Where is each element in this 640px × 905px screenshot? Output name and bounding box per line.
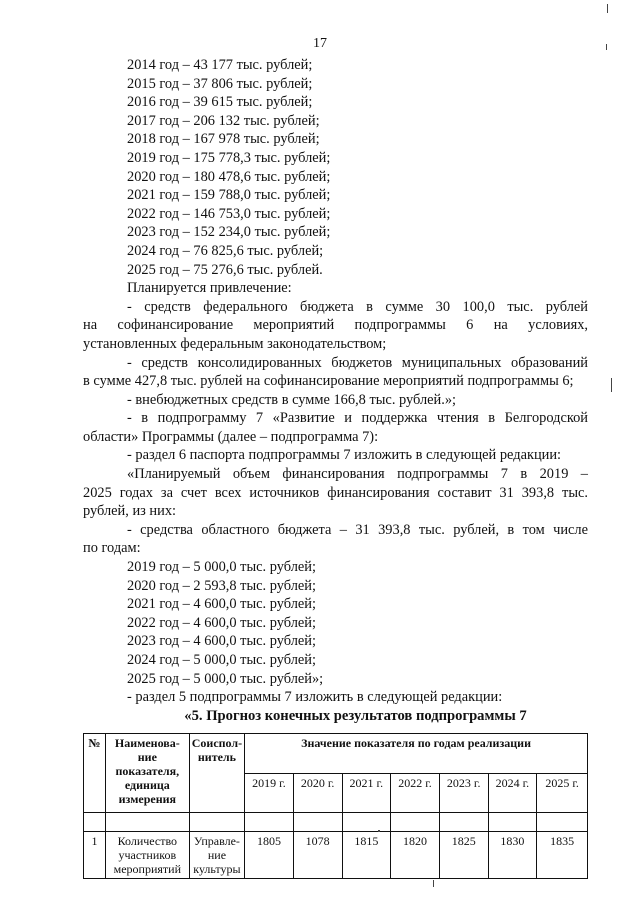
year-header: 2024 г. bbox=[488, 773, 537, 813]
row-name: Количество участников мероприятий bbox=[105, 832, 189, 879]
row-executor: Управле-ние культуры bbox=[189, 832, 244, 879]
scan-mark bbox=[611, 378, 612, 392]
extrabudget-line: - внебюджетных средств в сумме 166,8 тыс. рублей.»; bbox=[127, 391, 457, 408]
year-header: 2023 г. bbox=[439, 773, 488, 813]
row-value: 1825 bbox=[439, 832, 488, 879]
year-line: 2019 год – 175 778,3 тыс. рублей; bbox=[127, 149, 331, 166]
results-table bbox=[83, 733, 588, 879]
volume-line: «Планируемый объем финансирования подпрограммы 7 в 2019 – bbox=[127, 466, 588, 483]
regional-funds-line: по годам: bbox=[83, 540, 141, 557]
table-header-row bbox=[84, 734, 588, 774]
volume-line: 2025 годах за счет всех источников финансирования составит 31 393,8 тыс. bbox=[83, 484, 588, 501]
document-body bbox=[83, 56, 588, 879]
plan-paragraph: Планируется привлечение: bbox=[127, 280, 292, 297]
row-value: 1078 bbox=[293, 832, 342, 879]
year-line: 2023 год – 4 600,0 тыс. рублей; bbox=[127, 633, 316, 650]
year-list-regional bbox=[83, 558, 588, 688]
section6-line: - раздел 6 паспорта подпрограммы 7 изложить в следующей редакции: bbox=[127, 447, 562, 464]
year-line: 2020 год – 180 478,6 тыс. рублей; bbox=[127, 168, 331, 185]
consolidated-funds-line: в сумме 427,8 тыс. рублей на софинансирование мероприятий подпрограммы 6; bbox=[83, 373, 574, 390]
year-line: 2022 год – 4 600,0 тыс. рублей; bbox=[127, 614, 316, 631]
col-name-header: Наименова-ние показателя, единица измерения bbox=[105, 734, 189, 813]
consolidated-funds-line: - средств консолидированных бюджетов муниципальных образований bbox=[127, 354, 588, 371]
year-line: 2014 год – 43 177 тыс. рублей; bbox=[127, 57, 313, 73]
scan-mark bbox=[606, 44, 607, 50]
year-header: 2021 г. bbox=[342, 773, 391, 813]
federal-funds-line: на софинансирование мероприятий подпрограммы 6 на условиях, bbox=[83, 317, 588, 334]
year-line: 2025 год – 75 276,6 тыс. рублей. bbox=[127, 261, 323, 278]
year-line: 2018 год – 167 978 тыс. рублей; bbox=[127, 131, 320, 148]
year-line: 2024 год – 5 000,0 тыс. рублей; bbox=[127, 652, 316, 668]
year-header: 2020 г. bbox=[293, 773, 342, 813]
col-executor-header: Соиспол-нитель bbox=[189, 734, 244, 813]
year-line: 2025 год – 5 000,0 тыс. рублей»; bbox=[127, 670, 324, 687]
year-line: 2023 год – 152 234,0 тыс. рублей; bbox=[127, 224, 331, 241]
row-value: 1820 bbox=[391, 832, 440, 879]
regional-funds-line: - средства областного бюджета – 31 393,8 тыс. рублей, в том числе bbox=[127, 521, 588, 538]
row-number: 1 bbox=[84, 832, 106, 879]
subprogram7-line: области» Программы (далее – подпрограмма 7): bbox=[83, 428, 379, 445]
year-line: 2020 год – 2 593,8 тыс. рублей; bbox=[127, 577, 316, 594]
table-spacer-row bbox=[84, 813, 588, 832]
row-value: 1830 bbox=[488, 832, 537, 879]
year-list-total bbox=[83, 56, 588, 279]
table-row bbox=[84, 832, 588, 879]
scan-mark bbox=[607, 4, 608, 13]
col-number-header: № bbox=[84, 734, 106, 813]
year-line: 2021 год – 159 788,0 тыс. рублей; bbox=[127, 187, 331, 204]
year-header: 2019 г. bbox=[245, 773, 294, 813]
volume-line: рублей, из них: bbox=[83, 503, 177, 520]
page-number: 17 bbox=[313, 36, 327, 51]
col-values-header: Значение показателя по годам реализации bbox=[245, 734, 588, 774]
year-line: 2019 год – 5 000,0 тыс. рублей; bbox=[127, 559, 316, 576]
year-header: 2022 г. bbox=[391, 773, 440, 813]
year-header: 2025 г. bbox=[537, 773, 588, 813]
year-line: 2021 год – 4 600,0 тыс. рублей; bbox=[127, 596, 316, 613]
year-line: 2017 год – 206 132 тыс. рублей; bbox=[127, 112, 320, 129]
year-line: 2022 год – 146 753,0 тыс. рублей; bbox=[127, 205, 331, 222]
section5-line: - раздел 5 подпрограммы 7 изложить в следующей редакции: bbox=[127, 689, 503, 706]
year-line: 2015 год – 37 806 тыс. рублей; bbox=[127, 75, 313, 92]
year-line: 2016 год – 39 615 тыс. рублей; bbox=[127, 94, 313, 111]
scan-mark bbox=[378, 830, 380, 832]
federal-funds-line: - средств федерального бюджета в сумме 30 100,0 тыс. рублей bbox=[127, 298, 588, 315]
federal-funds-line: установленных федеральным законодательством; bbox=[83, 335, 387, 352]
section-heading: «5. Прогноз конечных результатов подпрограммы 7 bbox=[184, 707, 527, 724]
row-value: 1815 bbox=[342, 832, 391, 879]
year-line: 2024 год – 76 825,6 тыс. рублей; bbox=[127, 242, 324, 259]
scan-mark bbox=[433, 880, 434, 887]
row-value: 1835 bbox=[537, 832, 588, 879]
row-value: 1805 bbox=[245, 832, 294, 879]
subprogram7-line: - в подпрограмму 7 «Развитие и поддержка чтения в Белгородской bbox=[127, 410, 588, 427]
